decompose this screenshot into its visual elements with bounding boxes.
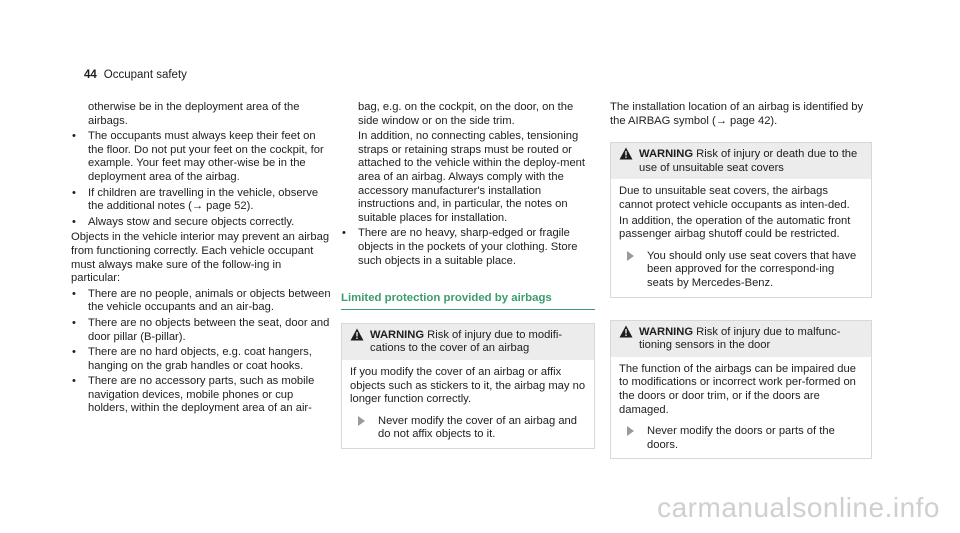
action-item: [619, 250, 863, 291]
list-item: • There are no objects between the seat, door and door pillar (B-pillar).: [72, 316, 330, 343]
action-text: Never modify the doors or parts of the doors.: [647, 425, 835, 451]
warning-box: [610, 320, 872, 460]
list-item: • The occupants must always keep their feet on the floor. Do not put your feet on the cockpit, for example. Your feet may other-wise be in the deployment area of the airbag.: [72, 130, 324, 183]
warning-text: If you modify the cover of an airbag or affix objects such as stickers to it, the airbag may no longer function correctly.: [350, 365, 586, 406]
page-number: 44: [84, 69, 97, 81]
warning-label: WARNING: [370, 328, 425, 341]
paragraph: Objects in the vehicle interior may prevent an airbag from functioning correctly. Each vehicle occupant must always make sure of the follow-ing in particular:: [71, 231, 330, 285]
action-text: You should only use seat covers that have been approved for the correspond-ing seats by Mercedes-Benz.: [647, 249, 857, 289]
warning-icon: [350, 328, 364, 341]
warning-icon: [619, 147, 633, 160]
action-item: [619, 425, 863, 452]
arrow-right-icon: [627, 426, 634, 436]
bullet-icon: •: [72, 130, 76, 143]
warning-text: In addition, the operation of the automatic front passenger airbag shutoff could be restricted.: [619, 214, 851, 241]
warning-header: [611, 143, 871, 179]
list-item: • Always stow and secure objects correctly.: [72, 215, 295, 228]
paragraph: In addition, no connecting cables, tensioning straps or retaining straps must be routed or attached to the vehicle within the deploy-ment area of an airbag. Always comply with the accessory manufacturer's installation instructions and, in particular, the notes on suitable places for installation.: [358, 130, 585, 224]
action-text: Never modify the cover of an airbag and do not affix objects to it.: [378, 414, 577, 441]
arrow-right-icon: [627, 251, 634, 261]
section-title: Occupant safety: [103, 69, 187, 81]
bullet-icon: •: [72, 346, 76, 359]
list-item: • There are no accessory parts, such as mobile navigation devices, mobile phones or cup holders, within the deployment area of an air-: [72, 375, 315, 415]
column-1: [71, 101, 333, 418]
warning-box: [341, 323, 595, 449]
warning-text: The function of the airbags can be impaired due to modifications or incorrect work per-formed on the doors or door trim, or if the doors are damaged.: [619, 362, 856, 416]
list-item: • There are no hard objects, e.g. coat hangers, hanging on the grab handles or coat hooks.: [72, 346, 312, 372]
warning-header: [611, 321, 871, 357]
warning-header: [342, 324, 594, 360]
column-2: [341, 101, 595, 449]
list-item: • There are no people, animals or objects between the vehicle occupants and an air-bag.: [72, 287, 331, 314]
warning-title: Risk of injury or death due to the use of unsuitable seat covers: [639, 148, 858, 174]
list-item: • If children are travelling in the vehicle, observe the additional notes (→ page 52).: [72, 186, 319, 213]
bullet-icon: •: [72, 375, 76, 388]
bullet-icon: •: [342, 227, 346, 240]
page-header: [84, 69, 187, 83]
warning-icon: [619, 325, 633, 338]
bullet-icon: •: [72, 287, 76, 300]
warning-text: Due to unsuitable seat covers, the airbags cannot protect vehicle occupants as inten-ded.: [619, 185, 850, 211]
warning-body: [611, 357, 871, 459]
bullet-icon: •: [72, 215, 76, 228]
watermark: carmanualsonline.info: [657, 492, 940, 523]
section-heading: Limited protection provided by airbags: [341, 292, 595, 310]
warning-body: [342, 360, 594, 448]
warning-box: [610, 142, 872, 297]
action-item: [350, 415, 586, 442]
continuation-text: otherwise be in the deployment area of the airbags.: [88, 101, 300, 127]
paragraph: The installation location of an airbag is identified by the AIRBAG symbol (→ page 42).: [610, 101, 864, 127]
arrow-right-icon: [358, 416, 365, 426]
continuation-text: bag, e.g. on the cockpit, on the door, on the side window or on the side trim.: [358, 101, 574, 127]
bullet-icon: •: [72, 316, 76, 329]
warning-label: WARNING: [639, 148, 694, 161]
warning-body: [611, 179, 871, 296]
column-3: [610, 101, 872, 459]
warning-label: WARNING: [639, 325, 694, 338]
bullet-icon: •: [72, 186, 76, 199]
list-item: • There are no heavy, sharp-edged or fragile objects in the pockets of your clothing. Store such objects in a suitable place.: [342, 227, 578, 267]
warning-title: Risk of injury due to malfunc-tioning sensors in the door: [639, 325, 841, 352]
warning-title: Risk of injury due to modifi-cations to the cover of an airbag: [370, 328, 563, 355]
